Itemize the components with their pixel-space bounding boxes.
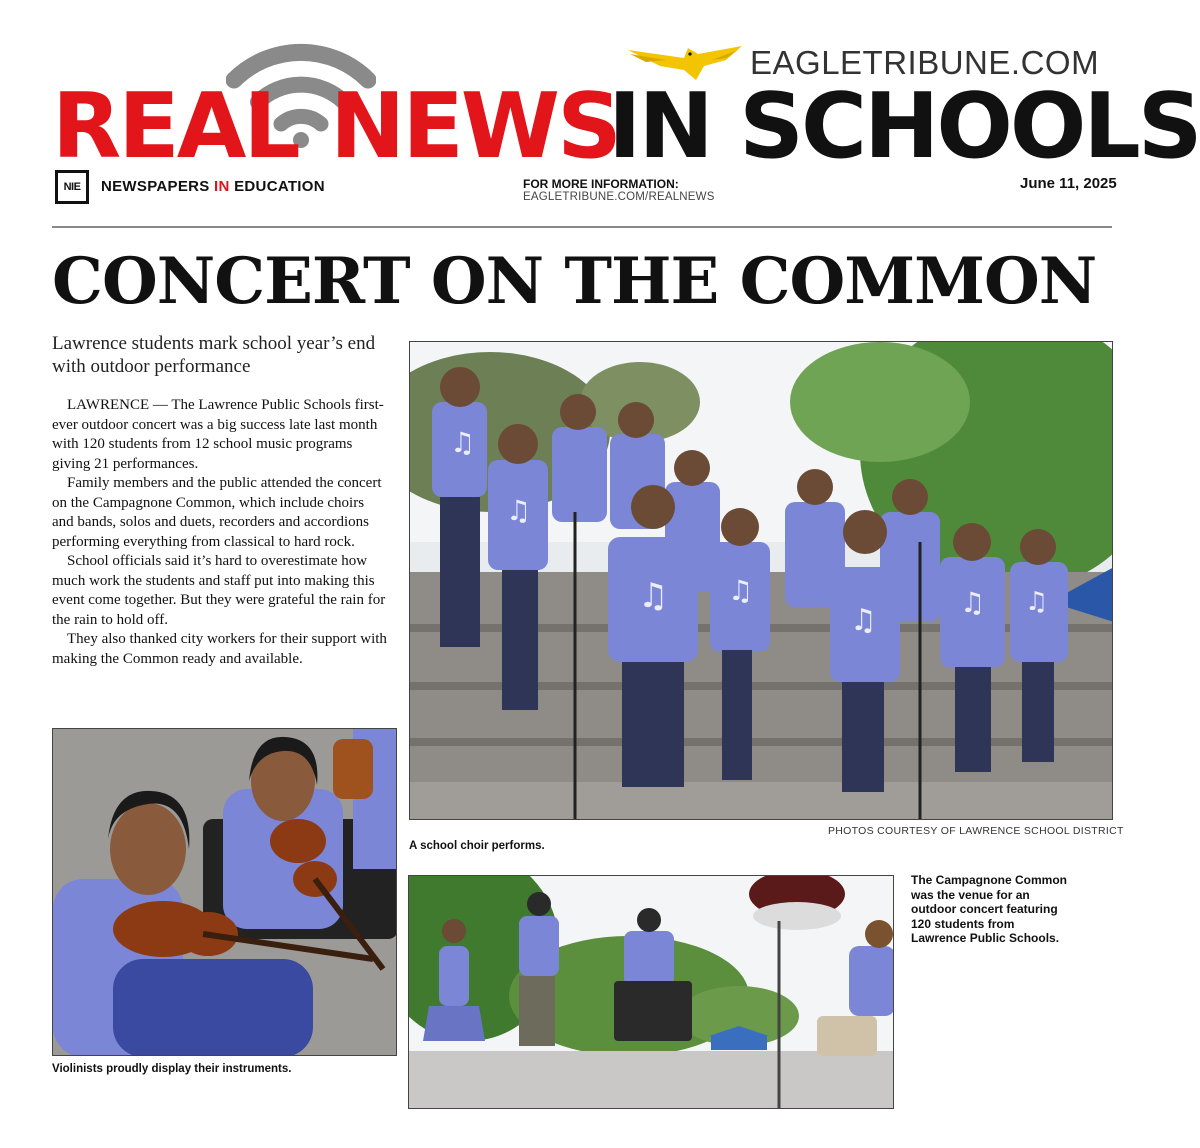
issue-date: June 11, 2025 [1020,175,1117,192]
masthead-in-schools: IN SCHOOLS [608,74,1200,179]
choir-illustration [410,342,1113,820]
article-paragraph: LAWRENCE — The Lawrence Public Schools first-ever outdoor concert was a big success late last month with 120 students from 12 school music programs giving 21 performances. [52,397,384,472]
info-url[interactable]: EAGLETRIBUNE.COM/REALNEWS [523,191,715,203]
violinists-photo [52,728,397,1056]
masthead-real: REAL [52,74,298,179]
svg-text:♫: ♫ [506,494,532,527]
masthead-divider [52,226,1112,228]
photo-credit: PHOTOS COURTESY OF LAWRENCE SCHOOL DISTRICT [828,825,1124,837]
band-caption: The Campagnone Common was the venue for an outdoor concert featuring 120 students from Lawrence Public Schools. [911,873,1068,945]
article-paragraph: Family members and the public attended the concert on the Campagnone Common, which include choirs and bands, solos and duets, recorders and accordions performing everything from classical to hard rock. [52,475,382,550]
article-subhead: Lawrence students mark school year’s end with outdoor performance [52,333,376,377]
choir-photo [409,341,1113,820]
svg-text:♫: ♫ [1025,587,1049,617]
nie-suffix: EDUCATION [229,178,325,195]
choir-caption: A school choir performs. [409,840,545,852]
band-photo [408,875,894,1109]
nie-logo: NIE [55,170,89,204]
violinists-caption: Violinists proudly display their instruments. [52,1063,292,1075]
svg-text:♫: ♫ [960,586,986,619]
nie-prefix: NEWSPAPERS [101,178,215,195]
info-label: FOR MORE INFORMATION: [523,177,679,191]
svg-text:♫: ♫ [450,426,476,459]
article-paragraph: They also thanked city workers for their support with making the Common ready and available. [52,631,387,667]
article-paragraph: School officials said it’s hard to overestimate how much work the students and staff put into making this event come together. But they were grateful the rain for the rain to hold off. [52,553,386,628]
violinists-illustration [53,729,397,1056]
nie-label [101,178,325,195]
svg-text:♫: ♫ [638,576,669,616]
band-illustration [409,876,894,1109]
svg-text:♫: ♫ [850,603,877,638]
page-headline: CONCERT ON THE COMMON [52,244,1097,319]
nie-in: IN [214,178,230,195]
masthead-news: NEWS [330,74,619,179]
svg-text:♫: ♫ [728,574,754,607]
article-body [52,396,388,669]
eagle-logo-icon [626,44,744,82]
site-url: EAGLETRIBUNE.COM [750,44,1100,81]
